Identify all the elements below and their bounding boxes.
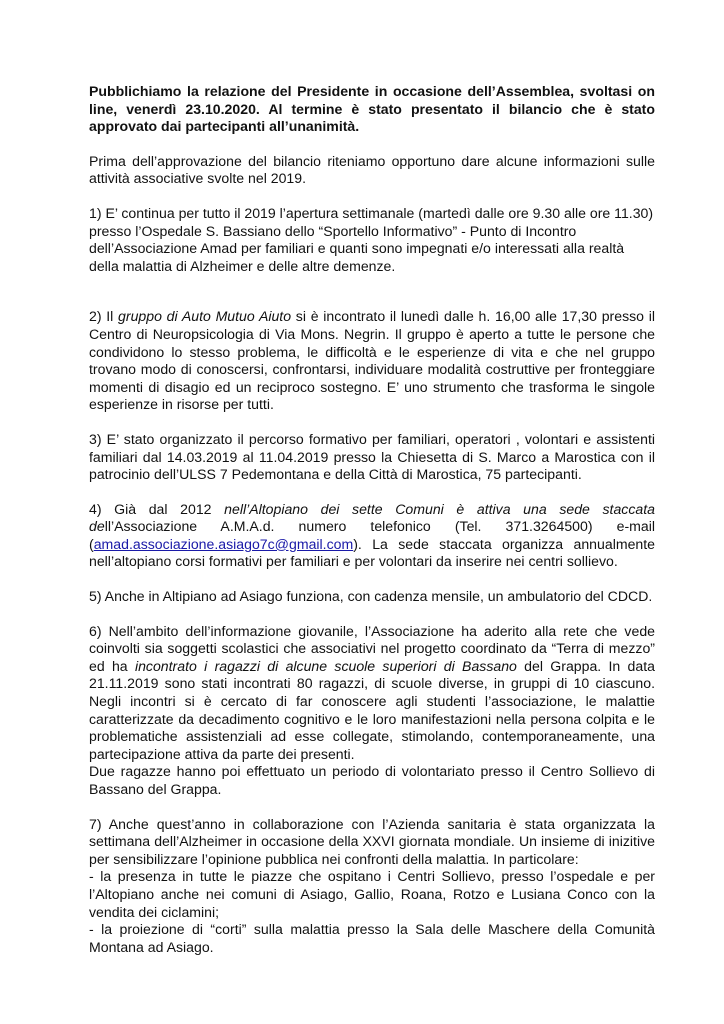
paragraph-6-italic: incontrato i ragazzi di alcune scuole superiori di Bassano (134, 657, 517, 674)
paragraph-4-prefix: 4) Già dal 2012 (89, 500, 225, 517)
paragraph-4 (89, 501, 655, 571)
paragraph-6-extra: Due ragazze hanno poi effettuato un periodo di volontariato presso il Centro Sollievo di Bassano del Grappa. (89, 763, 655, 797)
report-body (89, 83, 655, 956)
paragraph-6-prefix: 6) Nell’ambito dell’informazione giovanile, l’Associazione ha aderito alla rete che vede coinvolti sia soggetti scolastici che associativi nel progetto coordinato da “Terra di mezzo” ed ha (89, 622, 655, 674)
paragraph-4-italic: nell’Altopiano dei sette Comuni è attiva una sede staccata de (89, 500, 655, 535)
paragraph-2-text: si è incontrato il lunedì dalle h. 16,00 alle 17,30 presso il Centro di Neuropsicologia di Via Mons. Negrin. Il gruppo è aperto a tutte le persone che condividono lo stesso problema, le difficoltà e le esperienze di vita e che nel gruppo trovano modo di conoscersi, confrontarsi, individuare modalità costruttive per fronteggiare momenti di disagio ed un reciproco sostegno. E’ uno strumento che trasforma le singole esperienze in risorse per tutti. (89, 308, 655, 413)
paragraph-7: 7) Anche quest’anno in collaborazione con l’Azienda sanitaria è stata organizzata la settimana dell’Alzheimer in occasione della XXVI giornata mondiale. Un insieme di inizitive per sensibilizzare l’opinione pubblica nei confronti della malattia. In particolare: (89, 815, 655, 867)
paragraph-1: 1) E’ continua per tutto il 2019 l’apertura settimanale (martedì dalle ore 9.30 alle ore 11.30) presso l’Ospedale S. Bassiano dello “Sportello Informativo” - Punto di Incontro dell’Associazione Amad per familiari e quanti sono impegnati e/o interessati alla realtà della malattia di Alzheimer e delle altre demenze. (89, 204, 654, 274)
email-link[interactable]: amad.associazione.asiago7c@gmail.com (93, 535, 354, 552)
paragraph-3: 3) E’ stato organizzato il percorso formativo per familiari, operatori , volontari e assistenti familiari dal 14.03.2019 al 11.04.2019 presso la Chiesetta di S. Marco a Marostica con il patrocinio dell’ULSS 7 Pedemontana e della Città di Marostica, 75 partecipanti. (89, 430, 655, 483)
paragraph-4-end: ). La sede staccata organizza annualmente nell’altopiano corsi formativi per familiari e per volontari da inserire nei centri sollievo. (89, 535, 655, 570)
paragraph-5: 5) Anche in Altipiano ad Asiago funziona, con cadenza mensile, un ambulatorio del CDCD. (89, 588, 653, 605)
premise-paragraph: Prima dell’approvazione del bilancio riteniamo opportuno dare alcune informazioni sulle attività associative svolte nel 2019. (89, 152, 655, 187)
paragraph-7-item-2: - la proiezione di “corti” sulla malattia presso la Sala delle Maschere della Comunità Montana ad Asiago. (89, 921, 655, 955)
paragraph-2-italic: gruppo di Auto Mutuo Aiuto (118, 308, 292, 325)
paragraph-2-prefix: 2) Il (89, 308, 119, 325)
paragraph-4-text: ll’Associazione A.M.A.d. numero telefonico (Tel. 371.3264500) e-mail ( (89, 518, 655, 552)
paragraph-6 (89, 623, 655, 764)
paragraph-2 (89, 308, 655, 414)
intro-paragraph: Pubblichiamo la relazione del Presidente in occasione dell’Assemblea, svoltasi on line, venerdì 23.10.2020. Al termine è stato presentato il bilancio che è stato approvato dai partecipanti all’unanimità. (89, 83, 655, 135)
paragraph-6-text: del Grappa. In data 21.11.2019 sono stati incontrati 80 ragazzi, di scuole diverse, in gruppi di 10 ciascuno. Negli incontri si è cercato di far conoscere agli studenti l’associazione, le malattie caratterizzate da decadimento cognitivo e le loro manifestazioni nella persona colpita e le problematiche assistenziali ad esse collegate, stimolando, contemporaneamente, una partecipazione attiva da parte dei presenti. (89, 657, 655, 762)
paragraph-7-item-1: - la presenza in tutte le piazze che ospitano i Centri Sollievo, presso l’ospedale e per l’Altopiano anche nei comuni di Asiago, Gallio, Roana, Rotzo e Lusiana Conco con la vendita dei ciclamini; (89, 868, 655, 920)
